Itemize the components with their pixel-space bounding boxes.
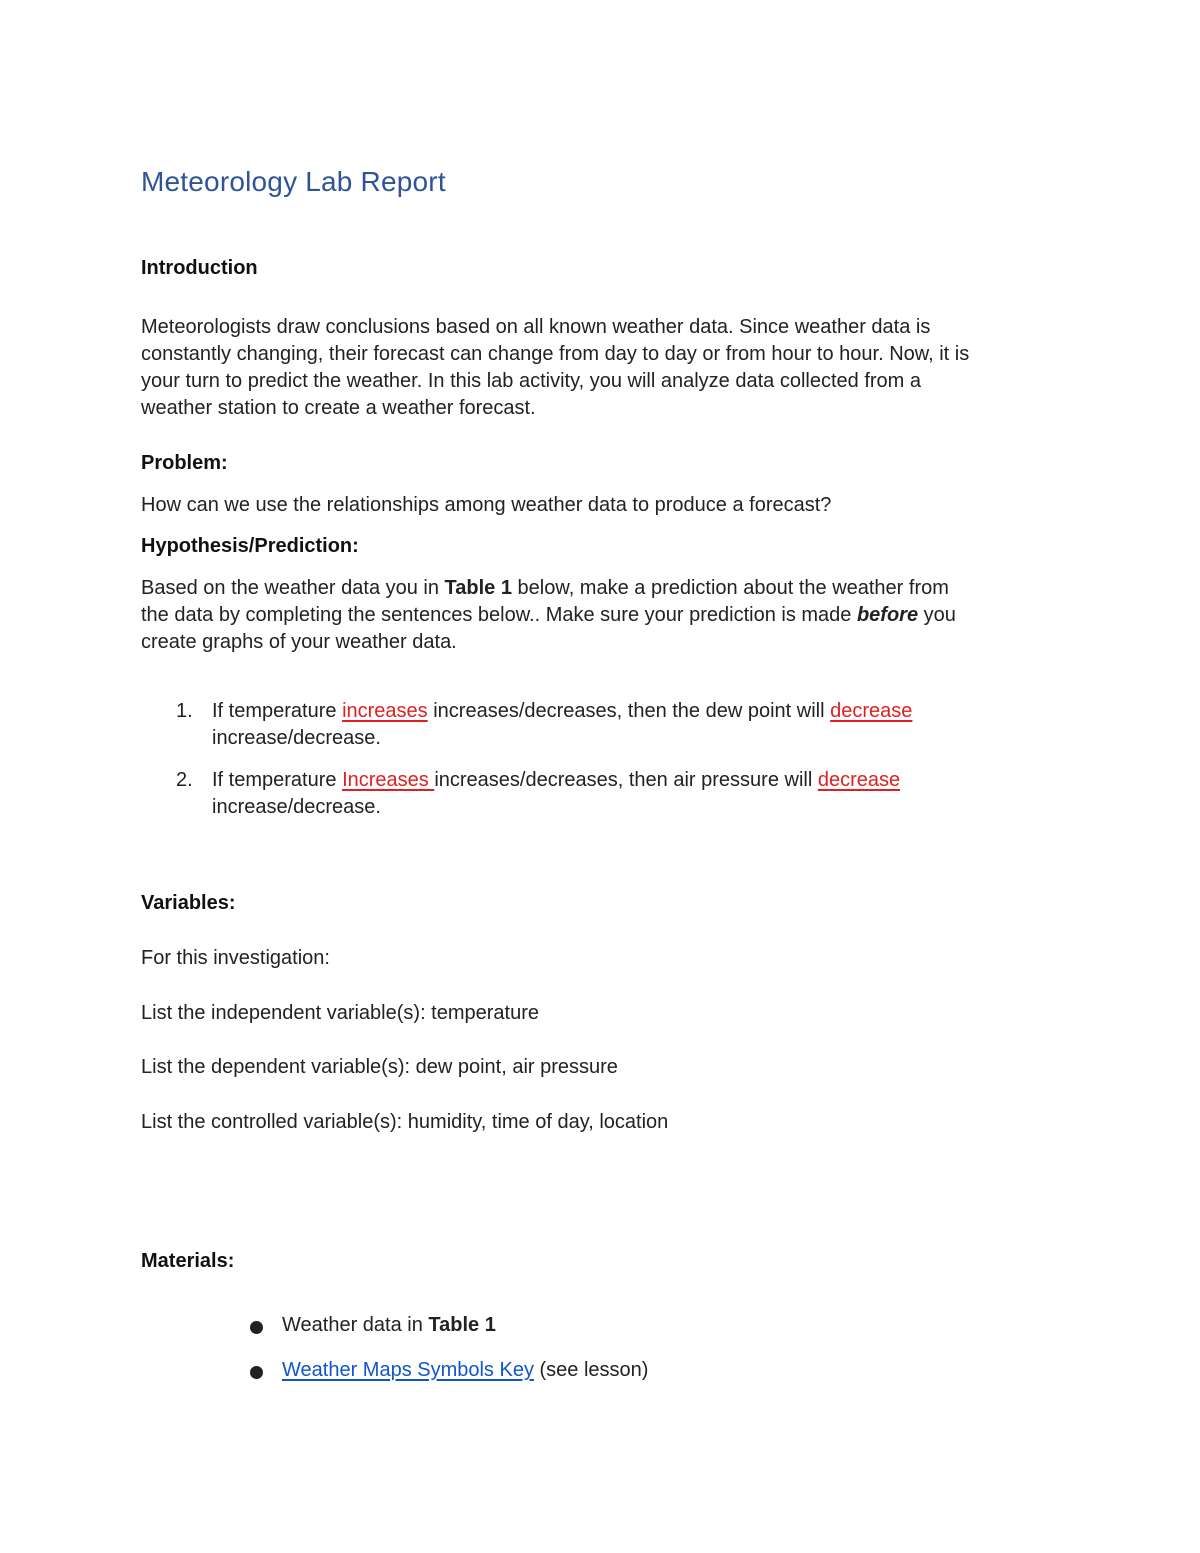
introduction-paragraph	[141, 314, 969, 422]
introduction-line: Meteorologists draw conclusions based on all known weather data. Since weather data is	[141, 316, 931, 338]
table-reference: Table 1	[428, 1314, 496, 1336]
prediction-options: increase/decrease.	[212, 727, 381, 749]
problem-heading: Problem:	[141, 452, 228, 474]
prediction-text: If temperature	[212, 769, 343, 791]
materials-text: (see lesson)	[533, 1359, 649, 1381]
prediction-answer[interactable]: decrease	[817, 769, 901, 791]
introduction-line: constantly changing, their forecast can change from day to day or from hour to hour. Now, it is	[141, 343, 970, 365]
dependent-variable: List the dependent variable(s): dew point, air pressure	[141, 1056, 618, 1078]
hypothesis-text: you	[918, 604, 956, 626]
prediction-answer[interactable]: decrease	[830, 700, 913, 722]
introduction-heading: Introduction	[141, 257, 258, 279]
prediction-item-1	[176, 698, 912, 752]
materials-text: Weather data in	[282, 1314, 429, 1336]
problem-text: How can we use the relationships among weather data to produce a forecast?	[141, 494, 832, 516]
bullet-icon	[250, 1366, 263, 1379]
hypothesis-text: below, make a prediction about the weather from	[511, 577, 949, 599]
materials-item-2	[282, 1357, 648, 1384]
prediction-text: increases/decreases, then the dew point will	[427, 700, 831, 722]
prediction-answer[interactable]: increases	[342, 700, 428, 722]
prediction-options: increase/decrease.	[212, 796, 381, 818]
introduction-line: weather station to create a weather forecast.	[141, 397, 536, 419]
emphasis-text: before	[856, 604, 919, 626]
variables-intro: For this investigation:	[141, 947, 330, 969]
controlled-variable: List the controlled variable(s): humidity, time of day, location	[141, 1111, 669, 1133]
hypothesis-paragraph	[141, 575, 956, 656]
table-reference: Table 1	[444, 577, 512, 599]
prediction-item-2	[176, 767, 900, 821]
hypothesis-line	[141, 602, 956, 629]
introduction-line: your turn to predict the weather. In this lab activity, you will analyze data collected from a	[141, 370, 922, 392]
materials-item-1	[282, 1312, 496, 1339]
independent-variable: List the independent variable(s): temperature	[141, 1002, 540, 1024]
materials-heading: Materials:	[141, 1250, 235, 1272]
variables-heading: Variables:	[141, 892, 236, 914]
hypothesis-text: the data by completing the sentences below.. Make sure your prediction is made	[141, 604, 857, 626]
hypothesis-heading: Hypothesis/Prediction:	[141, 535, 359, 557]
list-number: 1.	[176, 700, 193, 722]
hypothesis-line: create graphs of your weather data.	[141, 631, 457, 653]
bullet-icon	[250, 1321, 263, 1334]
prediction-text: increases/decreases, then air pressure will	[434, 769, 818, 791]
page-title: Meteorology Lab Report	[141, 166, 446, 197]
prediction-text: If temperature	[212, 700, 343, 722]
list-number: 2.	[176, 769, 193, 791]
hypothesis-line	[141, 575, 956, 602]
weather-maps-symbols-key-link[interactable]: Weather Maps Symbols Key	[282, 1359, 534, 1381]
prediction-answer[interactable]: Increases	[342, 769, 435, 791]
hypothesis-text: Based on the weather data you in	[141, 577, 445, 599]
